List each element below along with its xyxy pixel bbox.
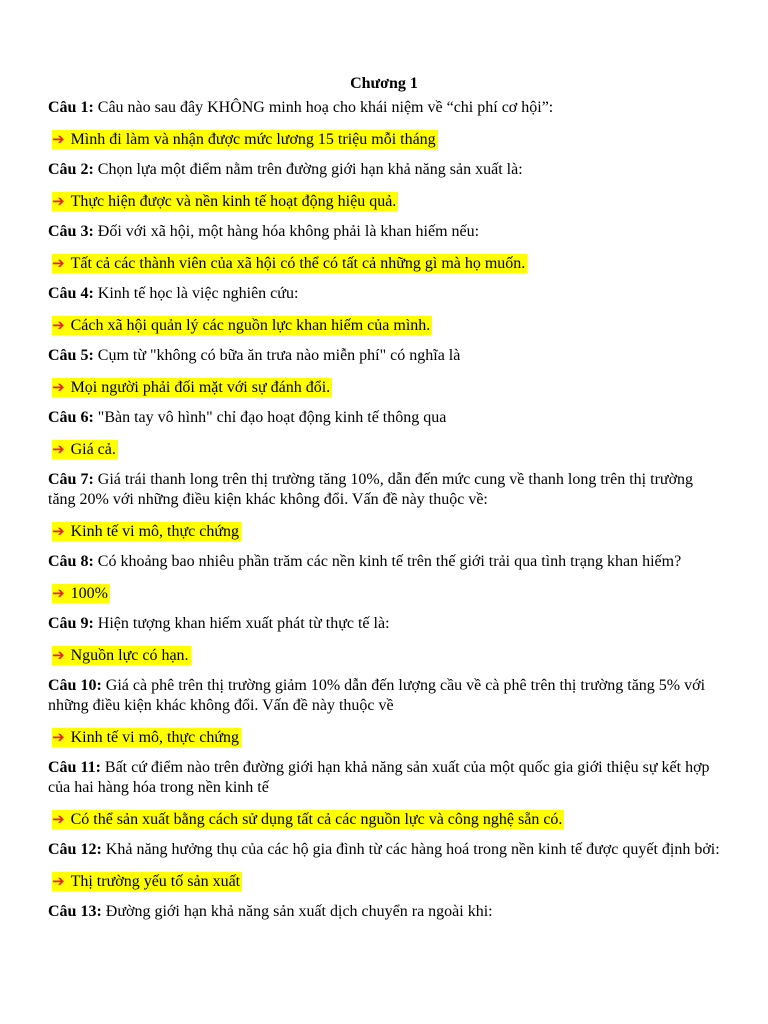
question-13 bbox=[48, 902, 720, 922]
question-label: Câu 13: bbox=[48, 903, 102, 920]
question-8 bbox=[48, 552, 720, 572]
answer-text: Mình đi làm và nhận được mức lương 15 triệu mỗi tháng bbox=[70, 131, 436, 148]
question-text: Giá trái thanh long trên thị trường tăng 10%, dẫn đến mức cung về thanh long trên thị trường tăng 20% với những điều kiện khác không đổi. Vấn đề này thuộc về: bbox=[48, 471, 694, 508]
answer-1 bbox=[52, 129, 720, 150]
arrow-right-icon: ➔ bbox=[52, 810, 65, 828]
question-text: Khả năng hưởng thụ của các hộ gia đình từ các hàng hoá trong nền kinh tế được quyết định bởi: bbox=[101, 841, 720, 858]
arrow-right-icon: ➔ bbox=[52, 378, 65, 396]
answer-3 bbox=[52, 253, 720, 274]
question-12 bbox=[48, 840, 720, 860]
question-5 bbox=[48, 346, 720, 366]
answer-11 bbox=[52, 809, 720, 830]
question-9 bbox=[48, 614, 720, 634]
answer-9 bbox=[52, 645, 720, 666]
answer-text: 100% bbox=[70, 585, 108, 602]
question-label: Câu 3: bbox=[48, 223, 94, 240]
answer-text: Tất cả các thành viên của xã hội có thể có tất cả những gì mà họ muốn. bbox=[70, 255, 526, 272]
question-7 bbox=[48, 470, 720, 510]
answer-highlight bbox=[52, 646, 191, 665]
answer-highlight bbox=[52, 872, 242, 891]
arrow-right-icon: ➔ bbox=[52, 192, 65, 210]
question-label: Câu 9: bbox=[48, 615, 94, 632]
answer-highlight bbox=[52, 440, 118, 459]
answer-highlight bbox=[52, 522, 241, 541]
question-label: Câu 12: bbox=[48, 841, 102, 858]
answer-highlight bbox=[52, 584, 110, 603]
question-label: Câu 4: bbox=[48, 285, 94, 302]
question-label: Câu 5: bbox=[48, 347, 94, 364]
arrow-right-icon: ➔ bbox=[52, 646, 65, 664]
arrow-right-icon: ➔ bbox=[52, 254, 65, 272]
question-text: Bất cứ điểm nào trên đường giới hạn khả năng sản xuất của một quốc gia giới thiệu sự kết hợp của hai hàng hóa trong nền kinh tế bbox=[48, 759, 710, 796]
question-text: "Bàn tay vô hình" chỉ đạo hoạt động kinh tế thông qua bbox=[93, 409, 447, 426]
question-label: Câu 10: bbox=[48, 677, 102, 694]
answer-text: Có thể sản xuất bằng cách sử dụng tất cả các nguồn lực và công nghệ sẵn có. bbox=[70, 811, 563, 828]
question-text: Câu nào sau đây KHÔNG minh hoạ cho khái niệm về “chi phí cơ hội”: bbox=[93, 99, 554, 116]
arrow-right-icon: ➔ bbox=[52, 130, 65, 148]
question-label: Câu 1: bbox=[48, 99, 94, 116]
arrow-right-icon: ➔ bbox=[52, 316, 65, 334]
answer-highlight bbox=[52, 316, 432, 335]
arrow-right-icon: ➔ bbox=[52, 522, 65, 540]
answer-2 bbox=[52, 191, 720, 212]
answer-7 bbox=[52, 521, 720, 542]
answer-5 bbox=[52, 377, 720, 398]
question-text: Cụm từ "không có bữa ăn trưa nào miễn phí" có nghĩa là bbox=[93, 347, 461, 364]
answer-text: Mọi người phải đối mặt với sự đánh đổi. bbox=[70, 379, 331, 396]
question-11 bbox=[48, 758, 720, 798]
question-4 bbox=[48, 284, 720, 304]
question-text: Chọn lựa một điểm nằm trên đường giới hạn khả năng sản xuất là: bbox=[93, 161, 523, 178]
question-text: Đường giới hạn khả năng sản xuất dịch chuyển ra ngoài khi: bbox=[101, 903, 493, 920]
answer-12 bbox=[52, 871, 720, 892]
answer-highlight bbox=[52, 130, 438, 149]
arrow-right-icon: ➔ bbox=[52, 728, 65, 746]
question-text: Đối với xã hội, một hàng hóa không phải là khan hiếm nếu: bbox=[93, 223, 480, 240]
answer-4 bbox=[52, 315, 720, 336]
answer-highlight bbox=[52, 378, 332, 397]
question-label: Câu 2: bbox=[48, 161, 94, 178]
question-2 bbox=[48, 160, 720, 180]
chapter-title: Chương 1 bbox=[350, 75, 418, 92]
answer-text: Giá cả. bbox=[70, 441, 116, 458]
answer-8 bbox=[52, 583, 720, 604]
question-text: Giá cà phê trên thị trường giảm 10% dẫn đến lượng cầu về cà phê trên thị trường tăng 5% với những điều kiện khác không đổi. Vấn đề này thuộc về bbox=[48, 677, 706, 714]
question-6 bbox=[48, 408, 720, 428]
answer-10 bbox=[52, 727, 720, 748]
question-label: Câu 7: bbox=[48, 471, 94, 488]
answer-text: Nguồn lực có hạn. bbox=[70, 647, 189, 664]
answer-6 bbox=[52, 439, 720, 460]
answer-text: Thị trường yếu tố sản xuất bbox=[70, 873, 241, 890]
arrow-right-icon: ➔ bbox=[52, 872, 65, 890]
question-text: Có khoảng bao nhiêu phần trăm các nền kinh tế trên thế giới trải qua tình trạng khan hiếm? bbox=[93, 553, 682, 570]
arrow-right-icon: ➔ bbox=[52, 584, 65, 602]
question-text: Kinh tế học là việc nghiên cứu: bbox=[93, 285, 299, 302]
question-label: Câu 8: bbox=[48, 553, 94, 570]
question-label: Câu 11: bbox=[48, 759, 101, 776]
question-1 bbox=[48, 98, 720, 118]
answer-highlight bbox=[52, 192, 398, 211]
answer-text: Cách xã hội quản lý các nguồn lực khan hiếm của mình. bbox=[70, 317, 431, 334]
answer-highlight bbox=[52, 810, 564, 829]
answer-highlight bbox=[52, 254, 527, 273]
arrow-right-icon: ➔ bbox=[52, 440, 65, 458]
question-3 bbox=[48, 222, 720, 242]
answer-text: Kinh tế vi mô, thực chứng bbox=[70, 729, 240, 746]
question-list bbox=[48, 98, 720, 922]
answer-text: Kinh tế vi mô, thực chứng bbox=[70, 523, 240, 540]
question-10 bbox=[48, 676, 720, 716]
answer-highlight bbox=[52, 728, 241, 747]
question-label: Câu 6: bbox=[48, 409, 94, 426]
answer-text: Thực hiện được và nền kinh tế hoạt động hiệu quả. bbox=[70, 193, 397, 210]
question-text: Hiện tượng khan hiếm xuất phát từ thực tế là: bbox=[93, 615, 390, 632]
